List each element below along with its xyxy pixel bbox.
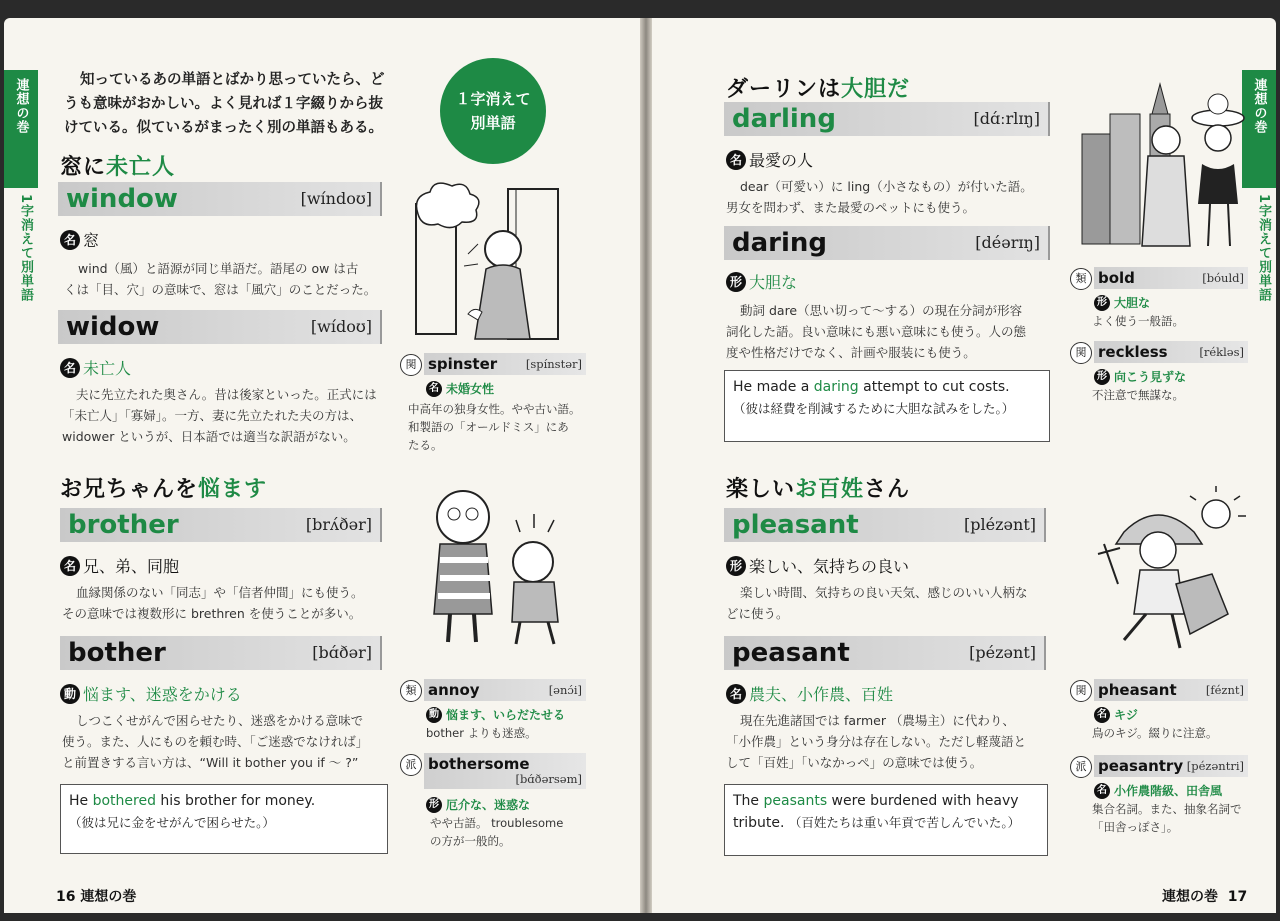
side-desc-line: 鳥のキジ。綴りに注意。 [1092, 726, 1218, 740]
part-of-speech [726, 554, 909, 577]
heading-highlight: 未亡人 [106, 155, 176, 180]
desc-line: 「未亡人」「寡婦」。一方、妻に先立たれた夫の方は、 [62, 408, 363, 423]
side-pronunciation: [spínstər] [525, 357, 582, 371]
page-label: 連想の巻 [1162, 889, 1218, 905]
pos-badge: 形 [726, 556, 746, 576]
pronunciation: [plézənt] [964, 515, 1036, 534]
side-description [408, 400, 588, 454]
derivative-tag: 派 [400, 754, 422, 776]
desc-line: dear（可愛い）に ling（小さなもの）が付いた語。 [740, 179, 1033, 194]
pronunciation: [pézənt] [969, 643, 1036, 662]
heading-part: お兄ちゃんを [60, 477, 199, 502]
side-description [1092, 386, 1242, 404]
side-pos-badge: 名 [1094, 783, 1110, 799]
pronunciation: [brʌ́ðər] [305, 515, 372, 534]
pos-badge: 名 [60, 358, 80, 378]
entry-bar-daring [724, 226, 1050, 260]
side-entry-bar [1094, 755, 1248, 777]
side-word: bold [1098, 269, 1135, 287]
side-word: pheasant [1098, 681, 1177, 699]
example-text: He made a [733, 379, 814, 395]
related-tag: 関 [1070, 342, 1092, 364]
entry-description [62, 710, 398, 773]
desc-line: して「百姓」「いなかっぺ」の意味では使う。 [726, 755, 983, 770]
side-entry-bar [424, 353, 586, 375]
window-man-illustration [408, 174, 568, 344]
part-of-speech [60, 682, 242, 705]
side-pos [426, 706, 565, 723]
desc-line: 使う。また、人にものを頼む時、「ご迷惑でなければ」 [62, 734, 369, 749]
pronunciation: [wídoʊ] [310, 317, 372, 336]
side-desc-line: 不注意で無謀な。 [1092, 388, 1184, 402]
entry-bar-pleasant [724, 508, 1046, 542]
page-number: 16 [56, 889, 76, 905]
side-meaning: 未婚女性 [446, 382, 495, 396]
heading-highlight: 大胆だ [841, 77, 911, 102]
example-translation: （百姓たちは重い年貢で苦しんでいた。） [788, 815, 1021, 830]
desc-line: 現在先進諸国では farmer （農場主）に代わり、 [740, 713, 1015, 728]
part-of-speech [60, 554, 179, 577]
side-desc-line: の方が一般的。 [430, 834, 511, 848]
desc-line: 血縁関係のない「同志」や「信者仲間」にも使う。 [76, 585, 364, 600]
side-meaning: 厄介な、迷惑な [446, 798, 531, 812]
synonym-tag: 類 [1070, 268, 1092, 290]
entry-word: daring [732, 228, 828, 258]
side-meaning: キジ [1114, 708, 1138, 722]
side-entry-bar [424, 753, 586, 789]
desc-line: 夫に先立たれた奥さん。昔は後家といった。正式には [76, 387, 377, 402]
entry-description [62, 384, 394, 447]
example-text: were burdened with heavy [827, 793, 1019, 809]
meaning: 兄、弟、同胞 [83, 557, 180, 576]
side-pronunciation: [ənɔ́i] [548, 683, 582, 697]
entry-word: window [66, 184, 178, 214]
meaning: 窓 [83, 231, 100, 250]
side-meaning: 向こう見ずな [1114, 370, 1187, 384]
side-desc-line: やや古語。 troublesome [430, 816, 564, 830]
book-gutter [640, 18, 652, 913]
boys-illustration [408, 482, 588, 652]
desc-line: 度や性格だけでなく、計画や服装にも使う。 [726, 345, 976, 360]
pos-badge: 形 [726, 272, 746, 292]
entry-word: widow [66, 312, 160, 342]
pos-badge: 名 [60, 556, 80, 576]
side-meaning: 大胆な [1114, 296, 1151, 310]
example-box [60, 784, 388, 854]
circle-line: 別単語 [470, 114, 516, 132]
related-tag: 関 [400, 354, 422, 376]
pos-badge: 動 [60, 684, 80, 704]
example-translation: （彼は経費を削減するために大胆な試みをした。） [733, 401, 1015, 416]
topic-circle [440, 58, 546, 164]
desc-line: その意味では複数形に brethren を使うことが多い。 [62, 606, 362, 621]
example-highlight: bothered [92, 793, 156, 809]
side-description [430, 814, 600, 850]
pos-badge: 名 [726, 684, 746, 704]
entry-description [64, 258, 394, 300]
part-of-speech [726, 270, 797, 293]
side-pos-badge: 形 [426, 797, 442, 813]
part-of-speech [60, 356, 131, 379]
left-sidebar-subtitle: 1字消えて別単語 [18, 194, 33, 303]
heading-part: さん [864, 477, 911, 502]
entry-description [62, 582, 394, 624]
side-description [1092, 724, 1242, 742]
example-box [724, 370, 1050, 442]
left-page [4, 18, 640, 913]
entry-word: darling [732, 104, 836, 134]
section-heading [60, 150, 175, 181]
page-label: 連想の巻 [80, 889, 137, 905]
intro-line: けている。似ているがまったく別の単語もある。 [64, 120, 383, 136]
example-text: He [69, 793, 93, 809]
part-of-speech [726, 148, 813, 171]
related-tag: 関 [1070, 680, 1092, 702]
meaning: 農夫、小作農、百姓 [749, 685, 894, 704]
example-text: his brother for money. [155, 793, 316, 809]
side-desc-line: 中高年の独身女性。やや古い語。 [408, 402, 581, 416]
side-pos [1094, 782, 1222, 799]
side-pos-badge: 動 [426, 707, 442, 723]
pronunciation: [wíndoʊ] [300, 189, 372, 208]
entry-word: bother [68, 638, 166, 668]
page-number-left [56, 886, 136, 906]
entry-description [726, 710, 1062, 773]
side-desc-line: よく使う一般語。 [1092, 314, 1184, 328]
entry-description [726, 582, 1056, 624]
meaning: 楽しい、気持ちの良い [749, 557, 910, 576]
desc-line: 男女を問わず、また最愛のペットにも使う。 [726, 200, 976, 215]
synonym-tag: 類 [400, 680, 422, 702]
side-desc-line: bother よりも迷惑。 [426, 726, 537, 740]
example-highlight: peasants [763, 793, 828, 809]
example-highlight: daring [813, 379, 859, 395]
side-pos-badge: 名 [1094, 707, 1110, 723]
side-desc-line: 集合名詞。また、抽象名詞で [1092, 802, 1242, 816]
heading-part: 窓に [60, 155, 107, 180]
side-pronunciation: [rékləs] [1199, 345, 1244, 359]
desc-line: どに使う。 [726, 606, 789, 621]
desc-line: 詞化した語。良い意味にも悪い意味にも使う。人の態 [726, 324, 1027, 339]
side-meaning: 悩ます、いらだたせる [446, 708, 566, 722]
intro-line: うも意味がおかしい。よく見れば１字綴りから抜 [64, 96, 383, 112]
desc-line: 楽しい時間、気持ちの良い天気、感じのいい人柄な [740, 585, 1028, 600]
pronunciation: [dɑ́ːrlɪŋ] [973, 109, 1040, 128]
pronunciation: [déərɪŋ] [975, 233, 1040, 252]
side-word: spinster [428, 355, 498, 373]
part-of-speech [726, 682, 893, 705]
desc-line: wind（風）と語源が同じ単語だ。語尾の ow は古 [78, 261, 359, 276]
side-pos-badge: 形 [1094, 369, 1110, 385]
side-pronunciation: [pézəntri] [1186, 759, 1244, 773]
entry-bar-peasant [724, 636, 1046, 670]
pos-badge: 名 [726, 150, 746, 170]
page-number: 17 [1227, 889, 1248, 905]
heading-highlight: お百姓 [795, 477, 865, 502]
example-box [724, 784, 1048, 856]
entry-bar-darling [724, 102, 1050, 136]
side-desc-line: たる。 [408, 438, 443, 452]
side-pronunciation: [bóuld] [1202, 271, 1244, 285]
page-number-right [1162, 886, 1247, 906]
left-sidebar-tab [4, 70, 38, 188]
part-of-speech [60, 228, 99, 251]
entry-bar-widow [58, 310, 382, 344]
entry-bar-window [58, 182, 382, 216]
side-description [1092, 312, 1242, 330]
side-desc-line: 「田舎っぽさ」。 [1092, 820, 1179, 834]
side-pos [1094, 706, 1138, 723]
meaning: 最愛の人 [749, 151, 814, 170]
intro-line: 知っているあの単語とばかり思っていたら、ど [80, 72, 385, 88]
example-text: tribute. [733, 815, 785, 831]
heading-part: ダーリンは [726, 77, 842, 102]
left-sidebar-title: 連想の巻 [13, 78, 29, 134]
entry-bar-brother [60, 508, 382, 542]
side-pronunciation: [féznt] [1205, 683, 1244, 697]
city-couple-illustration [1080, 74, 1248, 252]
right-page [652, 18, 1276, 913]
side-pos [1094, 368, 1186, 385]
right-sidebar-title: 連想の巻 [1251, 78, 1267, 134]
entry-description [726, 176, 1056, 218]
meaning: 大胆な [749, 273, 798, 292]
desc-line: しつこくせがんで困らせたり、迷惑をかける意味で [76, 713, 364, 728]
side-pos [1094, 294, 1150, 311]
desc-line: 動詞 dare（思い切って～する）の現在分詞が形容 [740, 303, 1023, 318]
desc-line: widower というが、日本語では適当な訳語がない。 [62, 429, 356, 444]
heading-part: 楽しい [726, 477, 796, 502]
section-heading [726, 72, 910, 103]
side-pos-badge: 名 [426, 381, 442, 397]
derivative-tag: 派 [1070, 756, 1092, 778]
desc-line: と前置きする言い方は、“Will it bother you if ～ ?” [62, 755, 359, 770]
side-entry-bar [1094, 341, 1248, 363]
entry-word: peasant [732, 638, 850, 668]
side-description [426, 724, 596, 742]
heading-highlight: 悩ます [198, 477, 268, 502]
desc-line: くは「目、穴」の意味で、窓は「風穴」のことだった。 [64, 282, 377, 297]
right-sidebar-subtitle: 1字消えて別単語 [1256, 194, 1271, 303]
entry-bar-bother [60, 636, 382, 670]
side-entry-bar [1094, 267, 1248, 289]
side-word: annoy [428, 681, 480, 699]
section-heading [60, 472, 267, 503]
side-word: peasantry [1098, 757, 1184, 775]
example-text: The [733, 793, 764, 809]
example-text: attempt to cut costs. [858, 379, 1010, 395]
farmer-illustration [1084, 484, 1252, 656]
side-meaning: 小作農階級、田舎風 [1114, 784, 1223, 798]
entry-word: brother [68, 510, 179, 540]
example-translation: （彼は兄に金をせがんで困らせた。） [69, 815, 275, 830]
desc-line: 「小作農」という身分は存在しない。ただし軽蔑語と [726, 734, 1027, 749]
side-description [1092, 800, 1252, 836]
circle-line: １字消えて [455, 90, 531, 108]
side-word: reckless [1098, 343, 1168, 361]
side-word: bothersome [428, 755, 530, 773]
section-heading [726, 472, 910, 503]
side-entry-bar [424, 679, 586, 701]
side-pos [426, 380, 494, 397]
pronunciation: [bɑ́ðər] [312, 643, 372, 662]
entry-description [726, 300, 1066, 363]
side-pronunciation: [bɑ́ðərsəm] [515, 772, 582, 786]
intro-text [64, 68, 404, 140]
side-pos [426, 796, 530, 813]
side-desc-line: 和製語の「オールドミス」にあ [408, 420, 569, 434]
side-pos-badge: 形 [1094, 295, 1110, 311]
entry-word: pleasant [732, 510, 859, 540]
meaning: 悩ます、迷惑をかける [83, 685, 242, 704]
meaning: 未亡人 [83, 359, 132, 378]
side-entry-bar [1094, 679, 1248, 701]
pos-badge: 名 [60, 230, 80, 250]
